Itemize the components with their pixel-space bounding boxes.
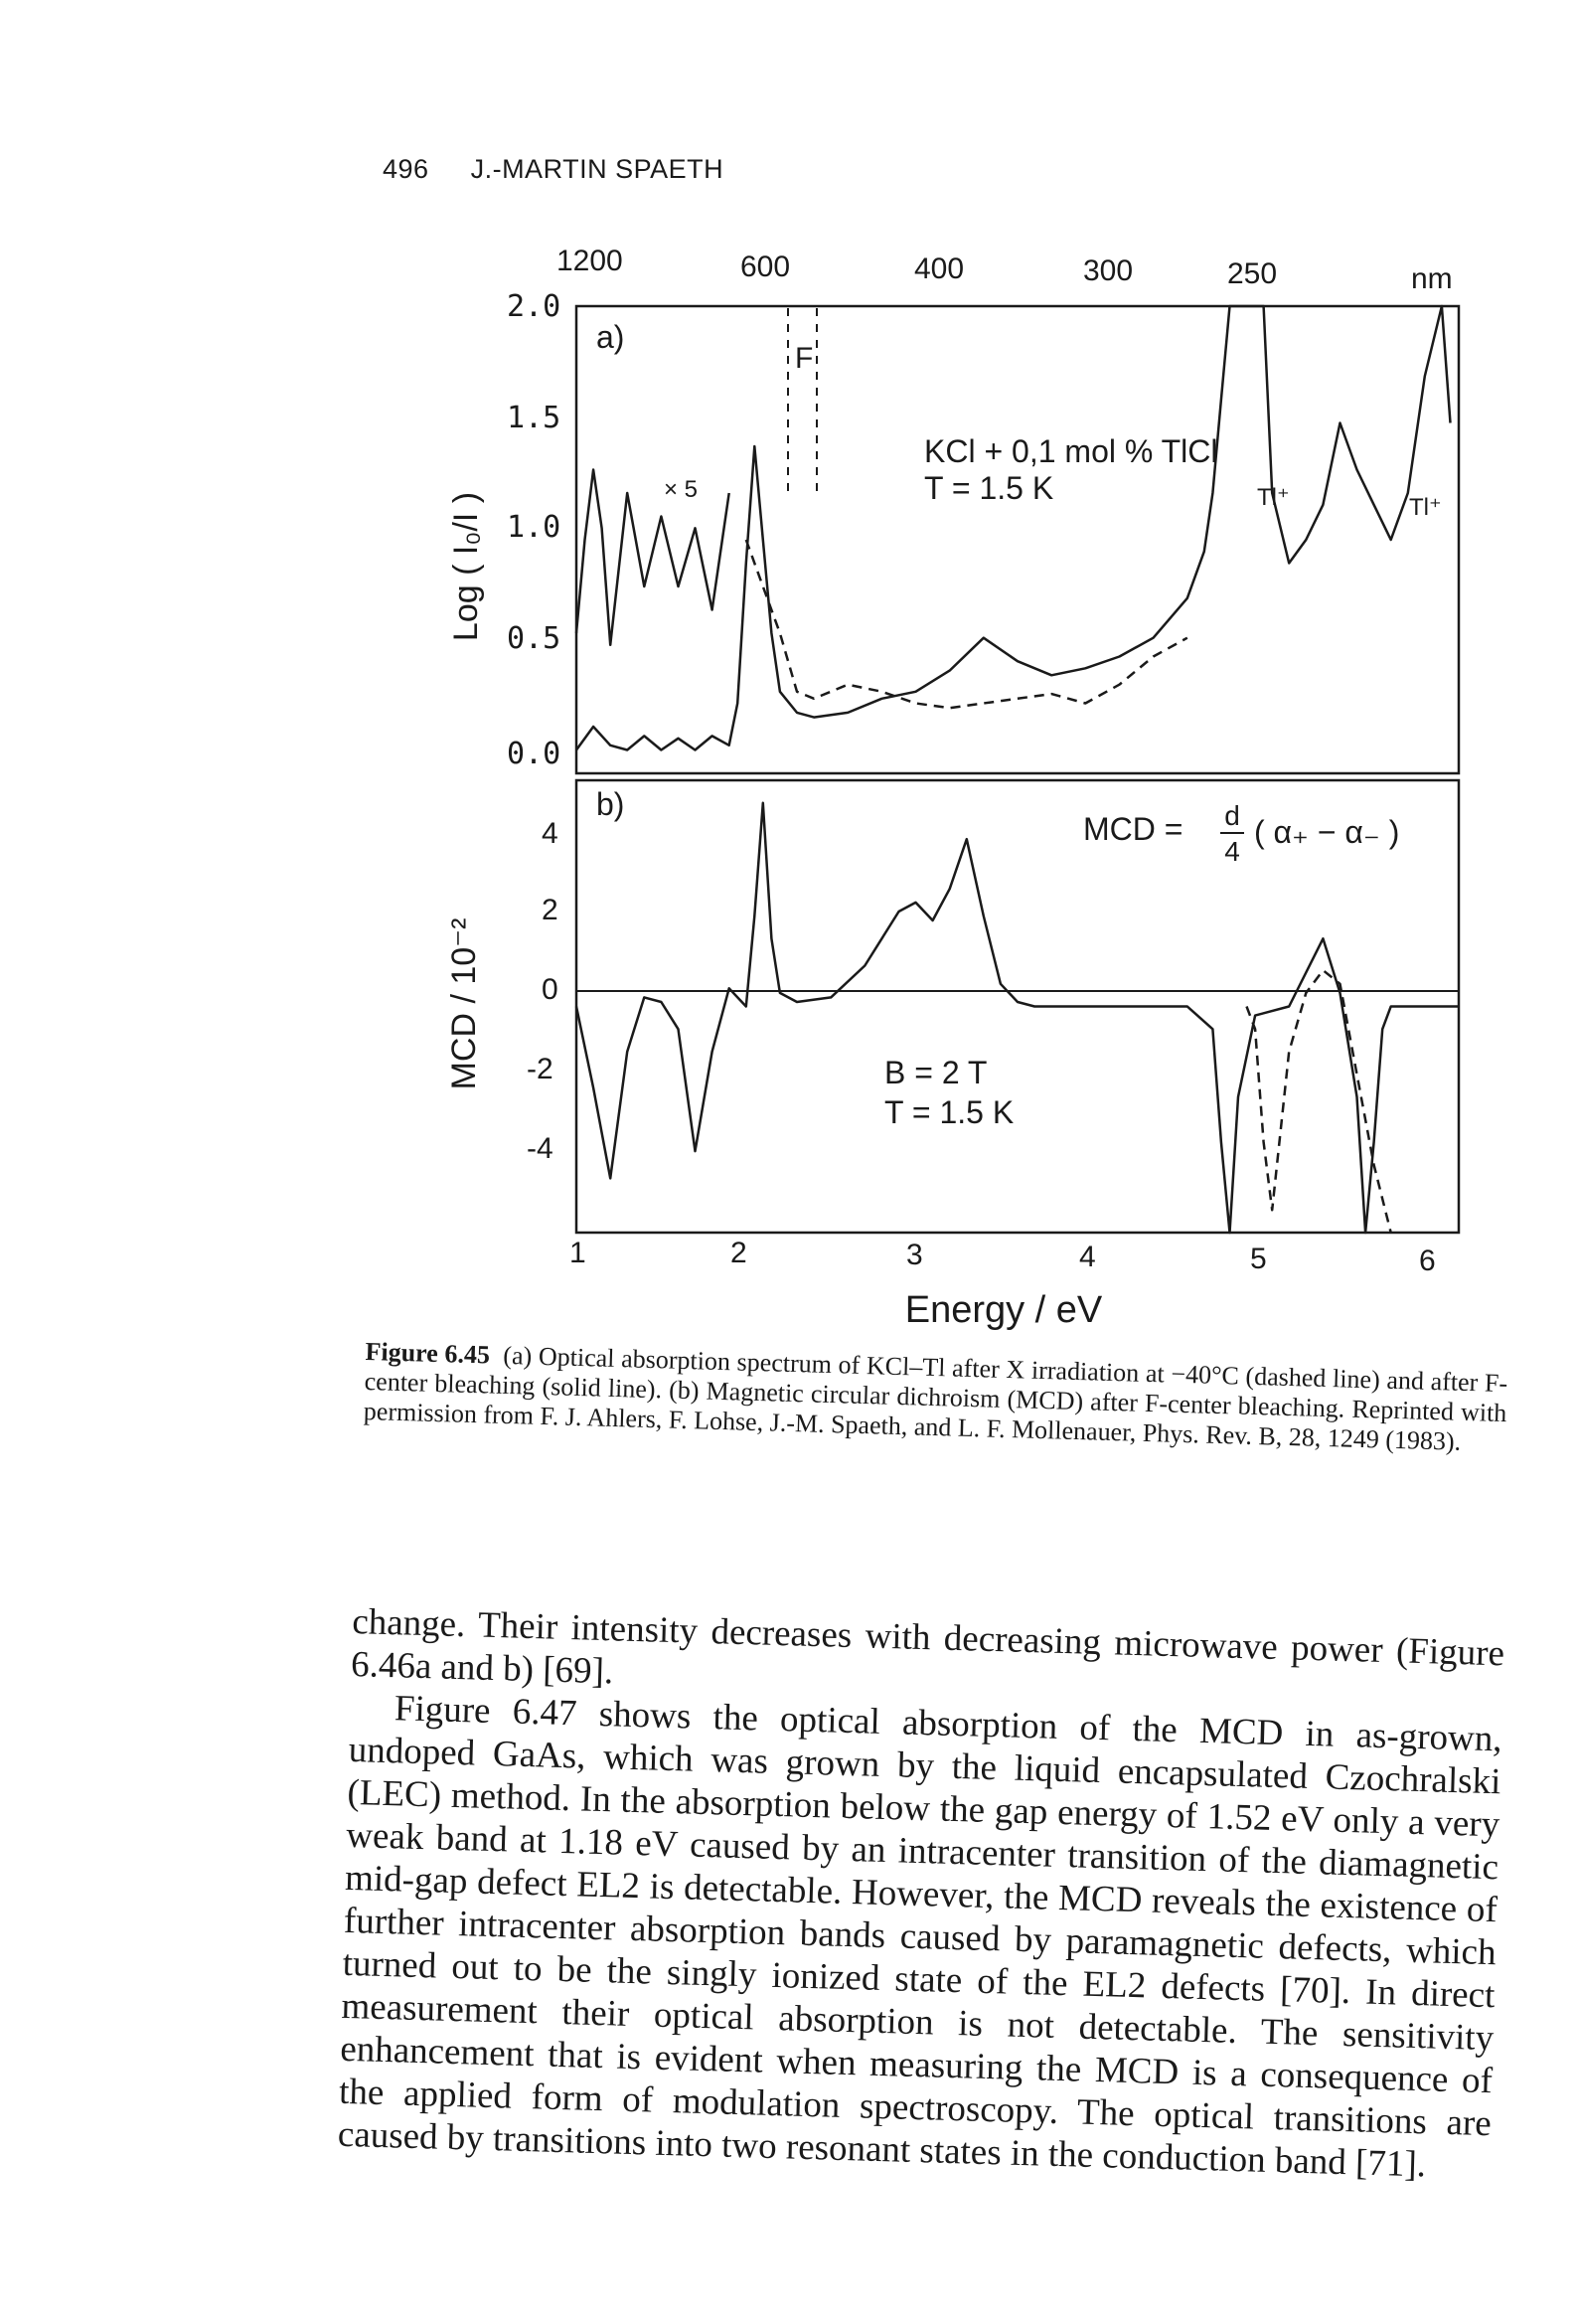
panel-a-series-1 [746, 540, 1187, 708]
formula-denominator: 4 [1224, 836, 1240, 867]
ytick-b-minus4: -4 [527, 1132, 553, 1165]
bottom-axis-label: Energy / eV [904, 1289, 1103, 1331]
xtick-1: 1 [569, 1237, 586, 1269]
ytick-a-0-5: 0.5 [507, 621, 561, 656]
figure-caption [363, 1337, 1507, 1458]
paragraph-2: Figure 6.47 shows the optical absorption of the MCD in as-grown, undoped GaAs, which was grown by the liquid encapsulated Czochralski (LEC) method. In the absorption below the gap energy of 1.52 eV only a very weak band at 1.18 eV caused by an intracenter transition of the diamagnetic mid-gap defect EL2 is detectable. However, the MCD reveals the existence of further intracenter absorption bands caused by paramagnetic defects, which turned out to be the singly ionized state of the EL2 defects [70]. In direct measurement their optical absorption is not detectable. The sensitivity enhancement that is evident when measuring the MCD is a consequence of the applied form of modulation spectroscopy. The optical transitions are caused by transitions into two resonant states in the conduction band [71]. [337, 1688, 1503, 2186]
page-number: 496 [383, 154, 429, 184]
ytick-a-2-0: 2.0 [507, 289, 561, 324]
annotation-sample: KCl + 0,1 mol % TlCl [924, 433, 1218, 469]
ytick-a-1-0: 1.0 [507, 510, 561, 545]
band-label-tl-1: Tl⁺ [1257, 484, 1290, 511]
panel-a-ylabel: Log ( I₀/I ) [447, 491, 485, 642]
top-axis-unit: nm [1411, 262, 1453, 295]
xtick-6: 6 [1419, 1245, 1436, 1277]
top-tick-300: 300 [1083, 254, 1134, 287]
xtick-4: 4 [1079, 1241, 1096, 1273]
annotation-temp-b: T = 1.5 K [884, 1094, 1015, 1130]
top-axis [556, 245, 1453, 295]
xtick-3: 3 [906, 1239, 923, 1271]
panel-b-series-0 [576, 803, 1459, 1233]
ytick-b-2: 2 [542, 894, 558, 926]
formula-numerator: d [1224, 800, 1240, 831]
panel-a-series-0 [576, 306, 1451, 750]
panel-a-series-2 [576, 470, 729, 645]
annotation-temp-a: T = 1.5 K [924, 470, 1054, 506]
panel-a-yticks [507, 289, 560, 771]
top-tick-1200: 1200 [556, 245, 623, 277]
top-tick-600: 600 [740, 250, 791, 283]
annotation-factor: × 5 [664, 476, 699, 503]
caption-label: Figure 6.45 [365, 1337, 491, 1370]
panel-a-frame [576, 306, 1459, 773]
ytick-a-0-0: 0.0 [507, 737, 561, 771]
panel-b-yticks [527, 817, 558, 1165]
top-tick-250: 250 [1227, 257, 1278, 290]
ytick-a-1-5: 1.5 [507, 401, 561, 435]
annotation-field: B = 2 T [884, 1055, 988, 1090]
ytick-b-minus2: -2 [527, 1053, 553, 1085]
bottom-axis [569, 1237, 1436, 1277]
formula-rhs: ( α₊ − α₋ ) [1254, 814, 1400, 850]
panel-b-ylabel: MCD / 10⁻² [445, 917, 483, 1090]
panel-a-label: a) [596, 319, 625, 355]
ytick-b-4: 4 [542, 817, 558, 850]
caption-text: (a) Optical absorption spectrum of KCl–Tl after X irradiation at −40°C (dashed line) and after F-center bleaching (solid line). (b) Magnetic circular dichroism (MCD) after F-center bleaching. Reprinted with permission from F. J. Ahlers, F. Lohse, J.-M. Spaeth, and L. F. Mollenauer, Phys. Rev. B, 28, 1249 (1983). [363, 1340, 1508, 1456]
band-label-tl-2: Tl⁺ [1409, 494, 1442, 521]
paragraph-1: change. Their intensity decreases with decreasing microwave power (Figure 6.46a and b) [69]. [350, 1600, 1505, 1693]
top-tick-400: 400 [914, 252, 965, 285]
band-label-F: F [795, 342, 814, 375]
ytick-b-0: 0 [542, 973, 558, 1006]
body-text [337, 1600, 1504, 2188]
xtick-5: 5 [1250, 1243, 1267, 1275]
running-title: J.-MARTIN SPAETH [470, 154, 724, 184]
formula-lhs: MCD = [1083, 811, 1183, 847]
panel-b-label: b) [596, 786, 625, 822]
xtick-2: 2 [730, 1237, 747, 1269]
